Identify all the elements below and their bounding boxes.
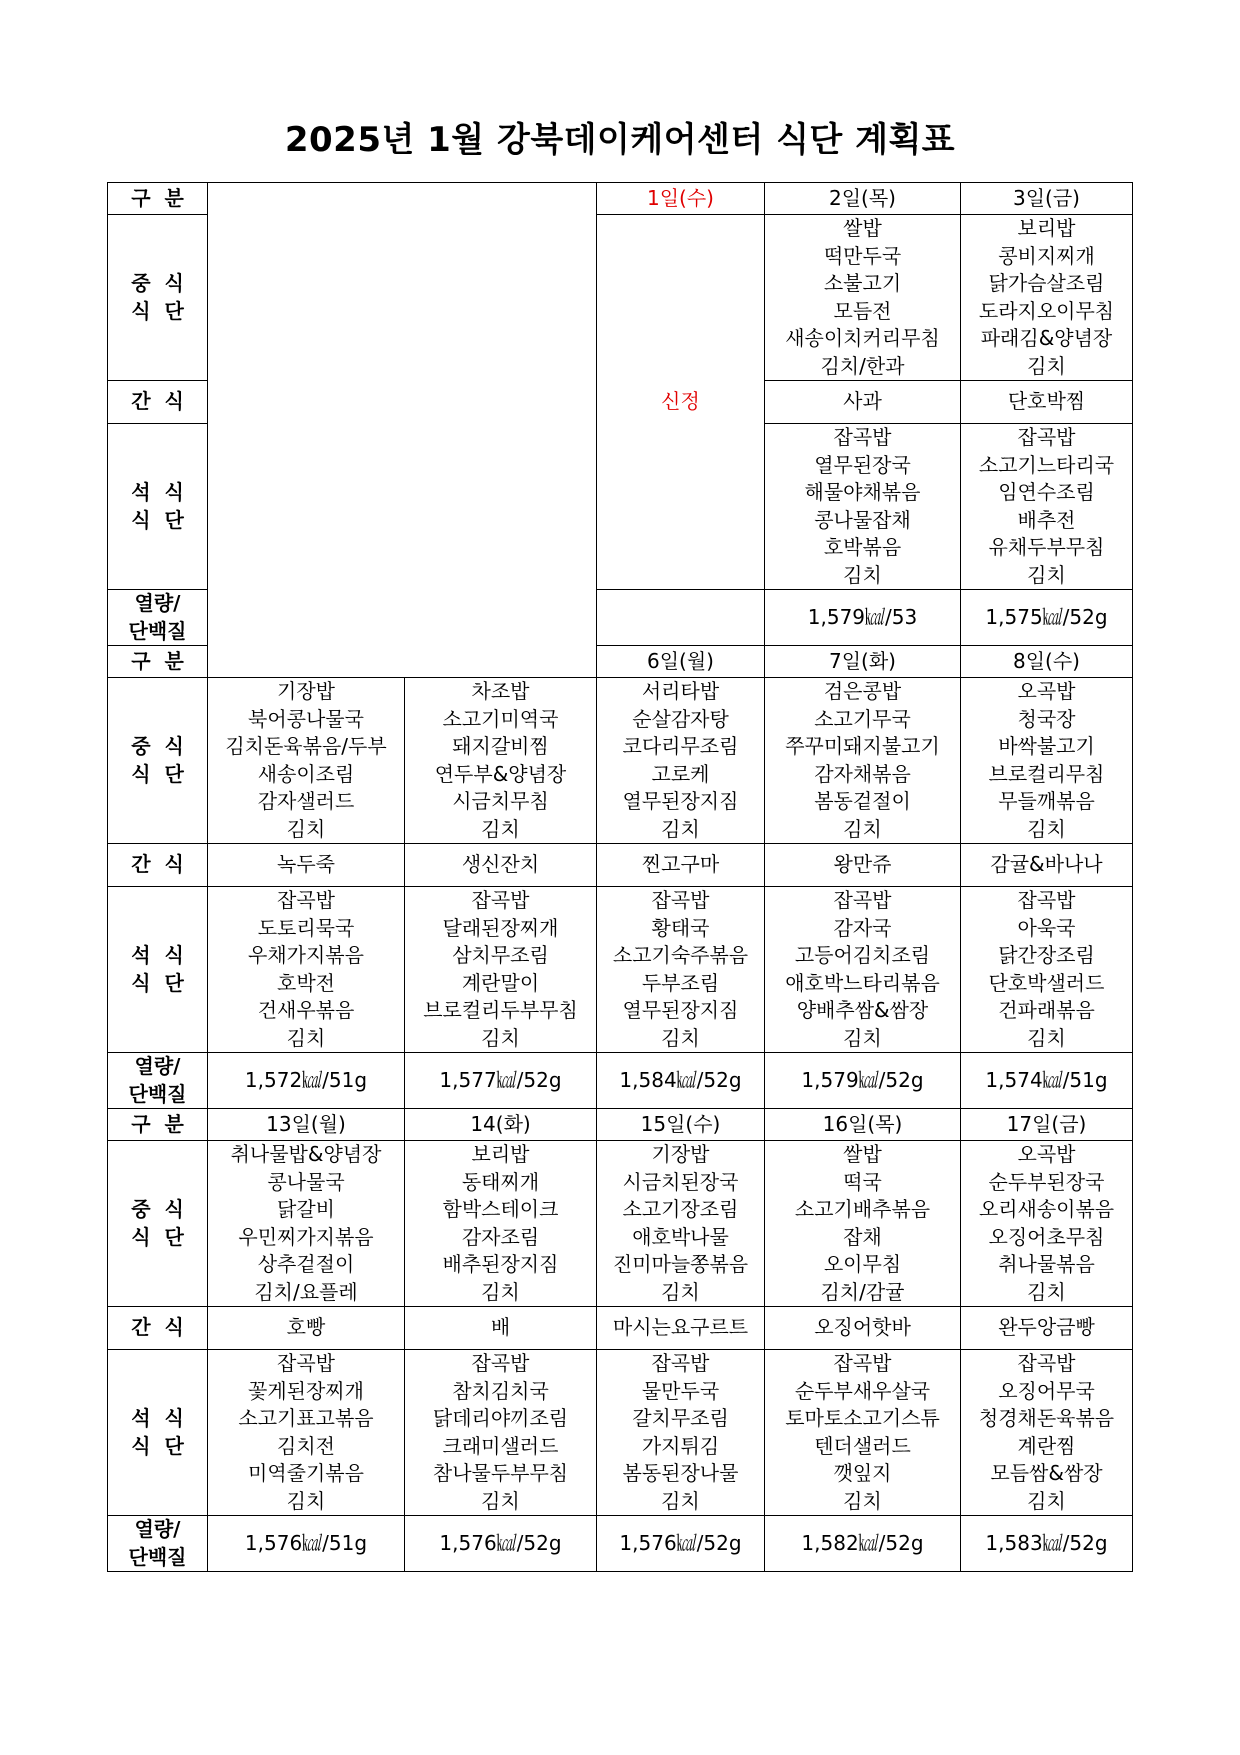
menu-item: 김치 — [481, 816, 520, 841]
menu-item: 순두부새우살국 — [794, 1378, 931, 1403]
menu-item: 쌀밥 — [843, 216, 882, 240]
menu-item: 오리새송이볶음 — [978, 1197, 1115, 1221]
holiday-cell: 신정 — [597, 215, 765, 590]
menu-item: 보리밥 — [1017, 216, 1076, 240]
date-header: 13일(월) — [208, 1109, 405, 1141]
menu-item: 봄동겉절이 — [814, 789, 911, 813]
dinner-label: 석 식 식 단 — [108, 887, 208, 1053]
menu-item: 김치 — [661, 1025, 700, 1050]
lunch-menu — [765, 678, 961, 844]
menu-item: 애호박느타리볶음 — [785, 970, 940, 995]
menu-item: 도토리묵국 — [257, 915, 355, 940]
menu-item: 두부조림 — [641, 970, 720, 995]
lunch-label: 중 식 식 단 — [108, 1141, 208, 1307]
menu-item: 김치 — [1027, 353, 1066, 378]
menu-item: 김치돈육볶음/두부 — [225, 734, 387, 758]
menu-item: 갈치무조림 — [632, 1406, 729, 1430]
dinner-menu — [597, 1350, 765, 1516]
menu-item: 고로케 — [651, 761, 710, 786]
energy-cell: 1,576㎉/52g — [405, 1516, 597, 1572]
menu-item: 소고기미역국 — [442, 706, 559, 731]
dinner-menu — [765, 424, 961, 590]
energy-cell-empty — [597, 590, 765, 646]
menu-item: 김치 — [286, 1025, 326, 1050]
lunch-label: 중 식 식 단 — [108, 215, 208, 381]
week1-date-row — [108, 183, 1133, 215]
menu-item: 김치/감귤 — [820, 1279, 905, 1304]
menu-item: 김치 — [481, 1488, 520, 1513]
menu-item: 오이무침 — [823, 1252, 902, 1276]
menu-item: 건파래볶음 — [998, 998, 1095, 1022]
dinner-label: 석 식 식 단 — [108, 424, 208, 590]
snack-cell: 배 — [405, 1307, 597, 1350]
week3-lunch-row — [108, 1141, 1133, 1307]
meal-plan-table — [107, 182, 1133, 1572]
lunch-menu — [597, 1141, 765, 1307]
snack-label: 간 식 — [108, 844, 208, 887]
menu-item: 오곡밥 — [1017, 679, 1076, 703]
menu-item: 닭데리야끼조림 — [432, 1406, 569, 1430]
menu-item: 배추된장지짐 — [442, 1252, 559, 1276]
energy-cell: 1,576㎉/52g — [597, 1516, 765, 1572]
menu-item: 콩비지찌개 — [998, 243, 1095, 268]
menu-item: 토마토소고기스튜 — [785, 1406, 940, 1430]
snack-cell: 왕만쥬 — [765, 844, 961, 887]
menu-item: 잡곡밥 — [833, 425, 892, 449]
week2-dinner-row — [108, 887, 1133, 1053]
menu-item: 건새우볶음 — [257, 998, 355, 1022]
menu-item: 감자채볶음 — [814, 761, 911, 786]
menu-item: 잡곡밥 — [1017, 888, 1076, 912]
menu-item: 김치 — [661, 1488, 700, 1513]
energy-label: 열량/ 단백질 — [108, 1516, 208, 1572]
dinner-menu — [961, 424, 1133, 590]
menu-item: 닭갈비 — [277, 1197, 335, 1221]
energy-cell: 1,579㎉/53 — [765, 590, 961, 646]
division-label: 구 분 — [108, 1109, 208, 1141]
menu-item: 텐더샐러드 — [814, 1433, 911, 1458]
menu-item: 잡채 — [843, 1224, 882, 1249]
menu-item: 청국장 — [1017, 706, 1076, 731]
energy-cell: 1,574㎉/51g — [961, 1053, 1133, 1109]
dinner-menu — [405, 1350, 597, 1516]
menu-item: 잡곡밥 — [277, 888, 335, 912]
menu-item: 잡곡밥 — [471, 1351, 530, 1375]
menu-item: 열무된장지짐 — [622, 998, 739, 1022]
snack-cell: 오징어핫바 — [765, 1307, 961, 1350]
menu-item: 김치 — [1027, 1025, 1066, 1050]
menu-item: 삼치무조림 — [452, 943, 549, 967]
energy-cell: 1,579㎉/52g — [765, 1053, 961, 1109]
lunch-menu — [961, 215, 1133, 381]
week3-dinner-row — [108, 1350, 1133, 1516]
menu-item: 김치 — [843, 1025, 882, 1050]
menu-item: 잡곡밥 — [1017, 425, 1076, 449]
snack-cell: 완두앙금빵 — [961, 1307, 1133, 1350]
menu-item: 콩나물국 — [267, 1169, 345, 1194]
energy-cell: 1,577㎉/52g — [405, 1053, 597, 1109]
menu-item: 진미마늘쫑볶음 — [612, 1252, 749, 1276]
menu-item: 시금치무침 — [452, 789, 549, 813]
menu-item: 김치 — [843, 562, 882, 587]
menu-item: 상추겉절이 — [257, 1252, 355, 1276]
menu-item: 우민찌가지볶음 — [238, 1224, 374, 1249]
snack-cell: 마시는요구르트 — [597, 1307, 765, 1350]
energy-cell: 1,575㎉/52g — [961, 590, 1133, 646]
menu-item: 참나물두부무침 — [432, 1461, 569, 1485]
dinner-menu — [765, 1350, 961, 1516]
menu-item: 김치 — [661, 816, 700, 841]
date-header: 6일(월) — [597, 646, 765, 678]
menu-item: 잡곡밥 — [833, 888, 892, 912]
menu-item: 김치 — [481, 1025, 520, 1050]
dinner-menu — [597, 887, 765, 1053]
menu-item: 시금치된장국 — [622, 1169, 739, 1194]
menu-item: 김치 — [481, 1279, 520, 1304]
dinner-menu — [961, 1350, 1133, 1516]
lunch-label: 중 식 식 단 — [108, 678, 208, 844]
division-label: 구 분 — [108, 183, 208, 215]
menu-item: 꽃게된장찌개 — [248, 1378, 364, 1403]
dinner-label: 석 식 식 단 — [108, 1350, 208, 1516]
menu-item: 잡곡밥 — [651, 888, 710, 912]
menu-item: 오징어무국 — [998, 1378, 1095, 1403]
menu-item: 브로컬리두부무침 — [423, 998, 578, 1022]
snack-cell: 사과 — [765, 381, 961, 424]
menu-item: 깻잎지 — [833, 1461, 892, 1485]
menu-item: 순살감자탕 — [632, 706, 729, 731]
menu-item: 임연수조림 — [998, 480, 1095, 504]
dinner-menu — [961, 887, 1133, 1053]
menu-item: 돼지갈비찜 — [452, 734, 549, 758]
energy-label: 열량/ 단백질 — [108, 1053, 208, 1109]
lunch-menu — [765, 1141, 961, 1307]
menu-item: 열무된장국 — [814, 452, 911, 477]
menu-item: 김치 — [286, 816, 326, 841]
menu-item: 애호박나물 — [632, 1224, 729, 1249]
week2-lunch-row — [108, 678, 1133, 844]
menu-item: 소고기장조림 — [622, 1197, 739, 1221]
menu-item: 잡곡밥 — [277, 1351, 335, 1375]
menu-item: 봄동된장나물 — [622, 1461, 739, 1485]
menu-item: 계란말이 — [461, 970, 540, 995]
energy-cell: 1,576㎉/51g — [208, 1516, 405, 1572]
menu-item: 김치 — [1027, 562, 1066, 587]
menu-item: 잡곡밥 — [833, 1351, 892, 1375]
menu-item: 동태찌개 — [461, 1169, 540, 1194]
snack-label: 간 식 — [108, 1307, 208, 1350]
menu-item: 계란찜 — [1017, 1433, 1076, 1458]
empty-days-block — [208, 183, 597, 678]
snack-cell: 녹두죽 — [208, 844, 405, 887]
menu-item: 김치 — [843, 816, 882, 841]
menu-item: 김치 — [843, 1488, 882, 1513]
menu-item: 우채가지볶음 — [248, 943, 364, 967]
menu-item: 유채두부무침 — [988, 535, 1105, 559]
menu-item: 양배추쌈&쌈장 — [796, 998, 929, 1022]
menu-item: 서리타밥 — [641, 679, 720, 703]
menu-item: 쭈꾸미돼지불고기 — [785, 734, 940, 758]
menu-item: 새송이치커리무침 — [785, 326, 940, 350]
menu-item: 떡만두국 — [823, 243, 902, 268]
menu-item: 차조밥 — [471, 679, 530, 703]
menu-item: 김치 — [286, 1488, 326, 1513]
lunch-menu — [208, 678, 405, 844]
menu-item: 떡국 — [843, 1169, 882, 1194]
date-header: 14(화) — [405, 1109, 597, 1141]
week3-energy-row — [108, 1516, 1133, 1572]
date-header: 8일(수) — [961, 646, 1133, 678]
menu-item: 소고기배추볶음 — [794, 1197, 931, 1221]
date-header: 17일(금) — [961, 1109, 1133, 1141]
energy-cell: 1,584㎉/52g — [597, 1053, 765, 1109]
snack-cell: 찐고구마 — [597, 844, 765, 887]
menu-item: 새송이조림 — [257, 761, 355, 786]
menu-item: 소불고기 — [823, 271, 902, 295]
week3-date-row — [108, 1109, 1133, 1141]
menu-item: 기장밥 — [277, 679, 335, 703]
menu-item: 모듬쌈&쌈장 — [990, 1461, 1103, 1485]
energy-cell: 1,583㎉/52g — [961, 1516, 1133, 1572]
menu-item: 취나물볶음 — [998, 1252, 1095, 1276]
energy-label: 열량/ 단백질 — [108, 590, 208, 646]
snack-label: 간 식 — [108, 381, 208, 424]
date-header: 7일(화) — [765, 646, 961, 678]
week2-snack-row — [108, 844, 1133, 887]
dinner-menu — [208, 887, 405, 1053]
menu-item: 소고기표고볶음 — [238, 1406, 374, 1430]
dinner-menu — [208, 1350, 405, 1516]
lunch-menu — [208, 1141, 405, 1307]
menu-item: 잡곡밥 — [651, 1351, 710, 1375]
menu-item: 쌀밥 — [843, 1142, 882, 1166]
energy-cell: 1,582㎉/52g — [765, 1516, 961, 1572]
menu-item: 해물야채볶음 — [804, 480, 921, 504]
menu-item: 모듬전 — [833, 298, 892, 323]
lunch-menu — [961, 1141, 1133, 1307]
menu-item: 물만두국 — [641, 1378, 720, 1403]
menu-item: 참치김치국 — [452, 1378, 549, 1403]
menu-item: 무들깨볶음 — [998, 789, 1095, 813]
date-header: 16일(목) — [765, 1109, 961, 1141]
menu-item: 미역줄기볶음 — [248, 1461, 364, 1485]
page-title: 2025년 1월 강북데이케어센터 식단 계획표 — [284, 120, 956, 160]
menu-item: 가지튀김 — [641, 1433, 720, 1458]
menu-item: 감자조림 — [461, 1224, 540, 1249]
menu-item: 닭가슴살조림 — [988, 271, 1105, 295]
menu-item: 김치 — [1027, 1488, 1066, 1513]
menu-item: 코다리무조림 — [622, 734, 739, 758]
menu-item: 도라지오이무침 — [978, 298, 1115, 323]
menu-item: 감자샐러드 — [257, 789, 355, 813]
menu-item: 청경채돈육볶음 — [978, 1406, 1115, 1430]
lunch-menu — [961, 678, 1133, 844]
menu-item: 감자국 — [833, 915, 892, 940]
menu-item: 김치/요플레 — [254, 1279, 358, 1304]
lunch-menu — [405, 678, 597, 844]
date-header: 15일(수) — [597, 1109, 765, 1141]
menu-item: 취나물밥&양념장 — [230, 1142, 382, 1166]
snack-cell: 단호박찜 — [961, 381, 1133, 424]
menu-item: 김치 — [661, 1279, 700, 1304]
date-header: 2일(목) — [765, 183, 961, 215]
lunch-menu — [765, 215, 961, 381]
snack-cell: 감귤&바나나 — [961, 844, 1133, 887]
week3-snack-row — [108, 1307, 1133, 1350]
dinner-menu — [405, 887, 597, 1053]
menu-item: 함박스테이크 — [442, 1197, 559, 1221]
menu-item: 순두부된장국 — [988, 1169, 1105, 1194]
menu-item: 고등어김치조림 — [794, 943, 931, 967]
division-label: 구 분 — [108, 646, 208, 678]
menu-item: 김치 — [1027, 816, 1066, 841]
menu-item: 바싹불고기 — [998, 734, 1095, 758]
menu-item: 소고기숙주볶음 — [612, 943, 749, 967]
menu-item: 호박볶음 — [823, 535, 902, 559]
menu-item: 브로컬리무침 — [988, 761, 1105, 786]
menu-item: 소고기무국 — [814, 706, 911, 731]
menu-item: 콩나물잡채 — [814, 507, 911, 532]
date-header: 3일(금) — [961, 183, 1133, 215]
menu-item: 북어콩나물국 — [248, 706, 364, 731]
menu-item: 호박전 — [277, 970, 335, 995]
menu-item: 크래미샐러드 — [442, 1433, 559, 1458]
menu-item: 닭간장조림 — [998, 943, 1095, 967]
menu-item: 달래된장찌개 — [442, 915, 559, 940]
menu-item: 검은콩밥 — [823, 679, 902, 703]
menu-item: 단호박샐러드 — [988, 970, 1105, 995]
menu-item: 배추전 — [1017, 507, 1076, 532]
menu-item: 소고기느타리국 — [978, 452, 1115, 477]
menu-item: 잡곡밥 — [471, 888, 530, 912]
lunch-menu — [405, 1141, 597, 1307]
menu-item: 아욱국 — [1017, 915, 1076, 940]
menu-item: 파래김&양념장 — [980, 326, 1113, 350]
menu-item: 잡곡밥 — [1017, 1351, 1076, 1375]
menu-item: 연두부&양념장 — [434, 761, 567, 786]
week2-energy-row — [108, 1053, 1133, 1109]
menu-item: 오곡밥 — [1017, 1142, 1076, 1166]
energy-cell: 1,572㎉/51g — [208, 1053, 405, 1109]
menu-item: 김치전 — [277, 1433, 335, 1458]
menu-item: 열무된장지짐 — [622, 789, 739, 813]
menu-item: 김치 — [1027, 1279, 1066, 1304]
menu-item: 기장밥 — [651, 1142, 710, 1166]
snack-cell: 호빵 — [208, 1307, 405, 1350]
menu-item: 황태국 — [651, 915, 710, 940]
menu-item: 오징어초무침 — [988, 1224, 1105, 1249]
menu-item: 보리밥 — [471, 1142, 530, 1166]
menu-item: 김치/한과 — [820, 353, 905, 378]
snack-cell: 생신잔치 — [405, 844, 597, 887]
dinner-menu — [765, 887, 961, 1053]
lunch-menu — [597, 678, 765, 844]
date-header: 1일(수) — [597, 183, 765, 215]
